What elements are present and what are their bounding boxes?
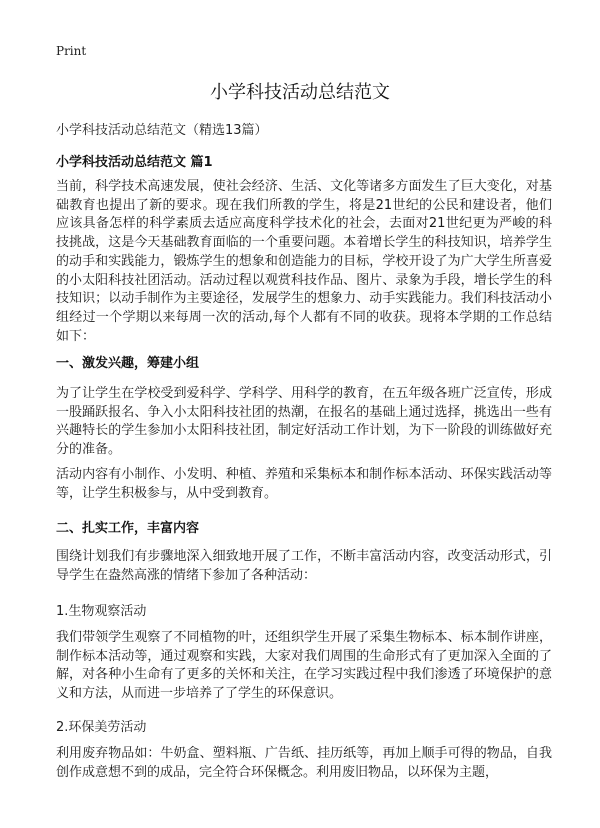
paragraph-4: 我们带领学生观察了不同植物的叶，还组织学生开展了采集生物标本、标本制作讲座，制作标本活动等，通过观察和实践，大家对我们周围的生命形式有了更加深入全面的了解，对各种小生命有了更多的关怀和关注，在学习实践过程中我们渗透了环境保护的意义和方法，从而进一步培养了了学生的环保意识。 <box>56 630 552 702</box>
paragraph-5: 利用废弃物品如：牛奶盒、塑料瓶、广告纸、挂历纸等，再加上顺手可得的物品，自我创作成意想不到的成品，完全符合环保概念。利用废旧物品，以环保为主题， <box>56 746 552 780</box>
subtitle: 小学科技活动总结范文（精选13篇） <box>56 123 268 138</box>
subheading-1: 1.生物观察活动 <box>56 604 147 619</box>
paragraph-3: 围绕计划我们有步骤地深入细致地开展了工作，不断丰富活动内容，改变活动形式，引导学生在盎然高涨的情绪下参加了各种活动： <box>56 549 552 583</box>
section-title: 小学科技活动总结范文 篇1 <box>56 155 213 170</box>
heading-2: 二、扎实工作，丰富内容 <box>56 521 200 536</box>
page-title: 小学科技活动总结范文 <box>210 82 390 103</box>
intro-paragraph: 当前，科学技术高速发展，使社会经济、生活、文化等诸多方面发生了巨大变化，对基础教育也提出了新的要求。现在我们所教的学生，将是21世纪的公民和建设者，他们应该具备怎样的科学素质去适应高度科学技术化的社会，去面对21世纪更为严峻的科技挑战，这是今天基础教育面临的一个重要问题。本着增长学生的科技知识，培养学生的动手和实践能力，锻炼学生的想象和创造能力的目标，学校开设了为广大学生所喜爱的小太阳科技社团活动。活动过程以观赏科技作品、图片、录象为手段，增长学生的科技知识；以动手制作为主要途径，发展学生的想象力、动手实践能力。我们科技活动小组经过一个学期以来每周一次的活动,每个人都有不同的收获。现将本学期的工作总结如下： <box>56 179 552 344</box>
heading-1: 一、激发兴趣，筹建小组 <box>56 356 200 371</box>
print-label: Print <box>56 44 87 58</box>
paragraph-1: 为了让学生在学校受到爱科学、学科学、用科学的教育，在五年级各班广泛宣传，形成一股踊跃报名、争入小太阳科技社团的热潮，在报名的基础上通过选择，挑选出一些有兴趣特长的学生参加小太阳科技社团，制定好活动工作计划，为下一阶段的训练做好充分的准备。 <box>56 386 552 458</box>
subheading-2: 2.环保美劳活动 <box>56 720 147 735</box>
paragraph-2: 活动内容有小制作、小发明、种植、养殖和采集标本和制作标本活动、环保实践活动等等，让学生积极参与，从中受到教育。 <box>56 467 552 501</box>
